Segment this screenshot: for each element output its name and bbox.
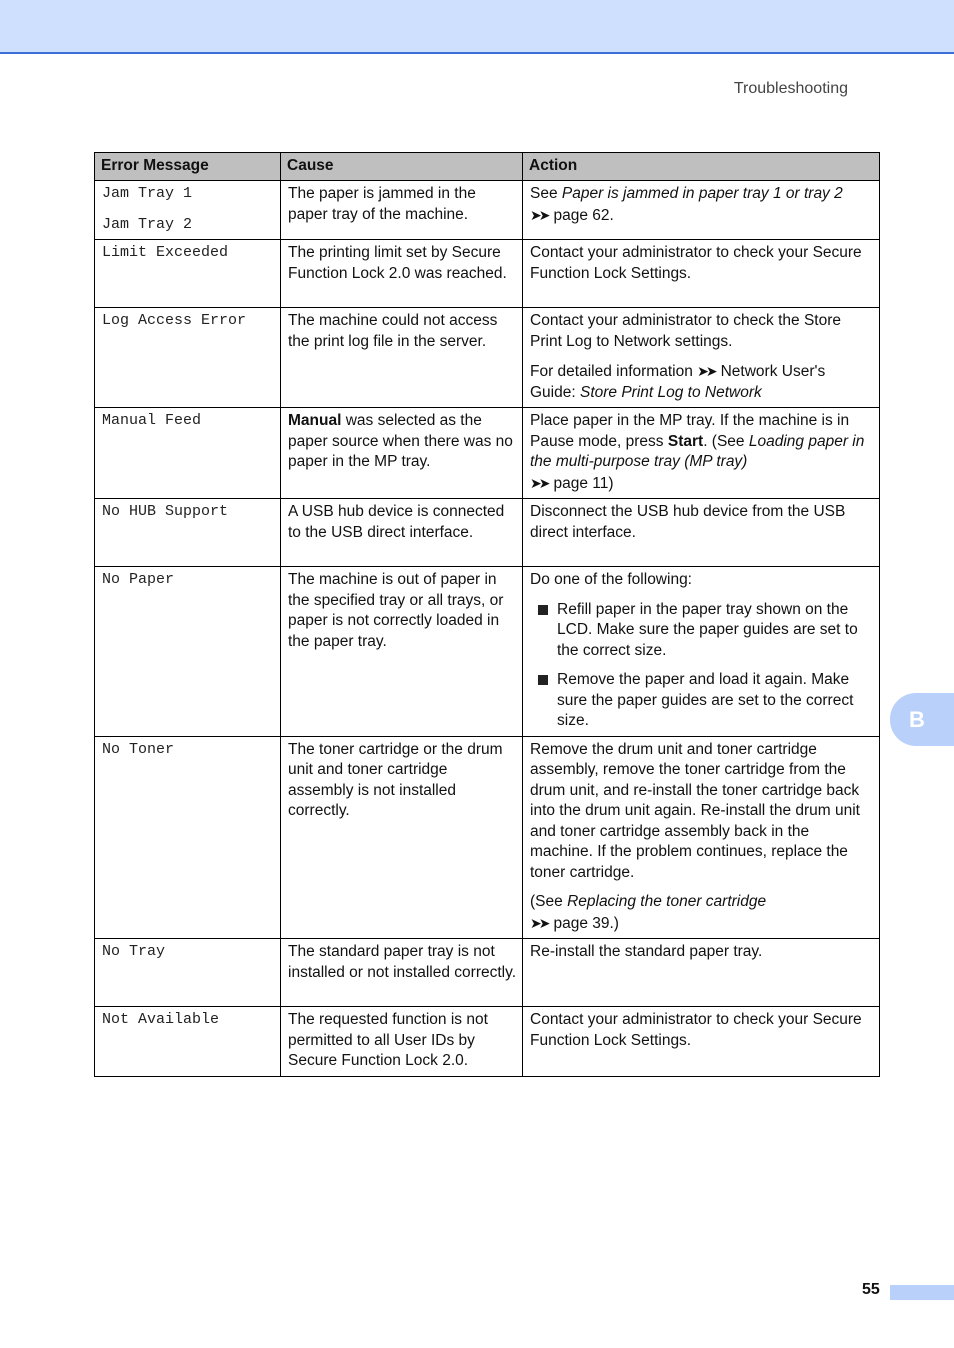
bullet-item [530,670,873,732]
double-arrow-icon: ➤➤ [697,363,715,379]
error-message: Jam Tray 1 [102,185,193,202]
error-message-table [94,152,880,1077]
header-error-message: Error Message [95,153,281,181]
cause-text: The toner cartridge or the drum unit and toner cartridge assembly is not installed correctly. [288,740,503,819]
action-text: See [530,185,562,202]
table-row [95,499,880,567]
reference-link[interactable]: Store Print Log to Network [579,383,762,401]
double-arrow-icon: ➤➤ [530,474,548,491]
cause-bold-text: Manual [288,412,342,429]
cause-text: was selected as the paper source when there was no paper in the MP tray. [288,412,513,470]
error-message-cell [95,736,281,939]
action-text: Do one of the following: [530,571,692,588]
reference-link[interactable]: Loading paper in the multi-purpose tray (MP tray) [530,432,865,470]
start-key-label: Start [667,432,704,450]
action-more-info [530,361,873,403]
cause-text: The standard paper tray is not installed or not installed correctly. [288,943,517,981]
cause-text: The machine is out of paper in the specified tray or all trays, or paper is not correctly loaded in the paper tray. [288,571,504,650]
action-cell [523,736,880,939]
table-row [95,181,880,240]
page-number: 55 [862,1281,880,1298]
error-message: No Paper [102,571,175,588]
bullet-text: Remove the paper and load it again. Make sure the paper guides are set to the correct size. [557,671,854,729]
page-number-bar [890,1285,954,1300]
cause-cell [281,408,523,499]
action-cell [523,499,880,567]
action-cell [523,939,880,1007]
more-info-text: For detailed information [530,363,698,380]
action-see-also [530,892,873,934]
header-cause: Cause [281,153,523,181]
double-arrow-icon: ➤➤ [530,914,548,931]
cause-text: The requested function is not permitted to all User IDs by Secure Function Lock 2.0. [288,1011,488,1069]
header-action: Action [523,153,880,181]
table-row [95,736,880,939]
bullet-text: Refill paper in the paper tray shown on the LCD. Make sure the paper guides are set to the correct size. [557,600,858,659]
cause-text: A USB hub device is connected to the USB direct interface. [288,503,505,541]
cause-cell [281,1007,523,1077]
page-reference[interactable]: page 39.) [553,914,619,932]
table-row [95,1007,880,1077]
reference-link[interactable]: Paper is jammed in paper tray 1 or tray 2 [561,185,843,202]
cause-cell [281,499,523,567]
action-text: Disconnect the USB hub device from the USB direct interface. [530,503,846,541]
error-message: Limit Exceeded [102,244,229,261]
action-cell [523,308,880,408]
double-arrow-icon: ➤➤ [530,206,548,223]
table-row [95,240,880,308]
error-message: No HUB Support [102,503,229,520]
cause-cell [281,736,523,939]
cause-cell [281,567,523,737]
page-reference[interactable]: page 62. [553,206,614,224]
error-message-cell [95,408,281,499]
table-row [95,408,880,499]
error-message-cell [95,308,281,408]
action-text: Contact your administrator to check the Store Print Log to Network settings. [530,312,842,350]
appendix-tab[interactable]: B [890,693,954,746]
error-message: Manual Feed [102,412,202,429]
page-reference[interactable]: page 11) [553,474,614,492]
table-row [95,308,880,408]
cause-cell [281,308,523,408]
error-message: Jam Tray 2 [102,215,193,233]
section-title: Troubleshooting [733,80,848,97]
table-header-row [95,153,880,181]
action-text: Contact your administrator to check your Secure Function Lock Settings. [530,244,862,282]
square-bullet-icon [538,675,548,685]
error-message-cell [95,1007,281,1077]
see-text: (See [530,893,568,910]
action-cell [523,567,880,737]
action-text: Contact your administrator to check your Secure Function Lock Settings. [530,1011,862,1049]
cause-cell [281,939,523,1007]
error-message-cell [95,240,281,308]
action-cell [523,1007,880,1077]
error-message-cell [95,499,281,567]
top-header-band [0,0,954,54]
error-message: No Toner [102,740,175,758]
error-message-cell [95,181,281,240]
cause-text: The machine could not access the print log file in the server. [288,312,498,350]
action-text: Place paper in the MP tray. If the machine is in Pause mode, press [530,412,850,450]
action-cell [523,408,880,499]
action-text: Remove the drum unit and toner cartridge assembly, remove the toner cartridge from the drum unit, and re-install the toner cartridge back into the drum unit again. Re-install the drum unit and toner cartridge assembly back in the machine. If the problem continues, replace the toner cartridge. [530,740,860,881]
cause-text: The paper is jammed in the paper tray of the machine. [288,185,476,223]
action-cell [523,240,880,308]
cause-cell [281,181,523,240]
bullet-item [530,600,873,662]
action-text: . (See [703,432,749,450]
cause-text: The printing limit set by Secure Function Lock 2.0 was reached. [288,244,507,282]
square-bullet-icon [538,605,548,615]
action-text: Re-install the standard paper tray. [530,943,763,960]
error-message: Log Access Error [102,312,247,329]
table-row [95,567,880,737]
more-info-guide: Network User's Guide: [530,363,826,401]
reference-link[interactable]: Replacing the toner cartridge [567,893,767,910]
error-message: No Tray [102,943,166,960]
error-message-cell [95,567,281,737]
error-message-cell [95,939,281,1007]
action-cell [523,181,880,240]
error-message: Not Available [102,1011,220,1028]
table-row [95,939,880,1007]
cause-cell [281,240,523,308]
